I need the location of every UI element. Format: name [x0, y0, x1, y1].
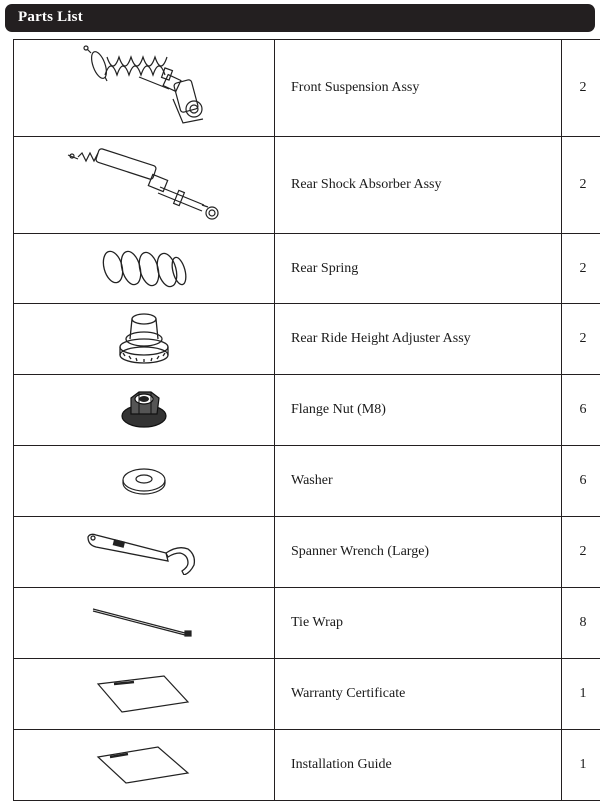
part-name: Spanner Wrench (Large)	[275, 517, 562, 588]
part-qty: 2	[562, 234, 600, 304]
part-qty: 6	[562, 375, 600, 446]
table-row	[14, 517, 600, 588]
part-qty: 8	[562, 588, 600, 659]
part-image-cell	[14, 730, 275, 801]
flange-nut-icon	[119, 388, 169, 432]
table-row	[14, 446, 600, 517]
table-row	[14, 40, 600, 137]
washer-icon	[119, 464, 169, 498]
part-name: Flange Nut (M8)	[275, 375, 562, 446]
part-image-cell	[14, 234, 275, 304]
rear-shock-absorber-icon	[64, 143, 224, 227]
part-image-cell	[14, 446, 275, 517]
part-qty: 6	[562, 446, 600, 517]
part-qty: 1	[562, 659, 600, 730]
ride-height-adjuster-icon	[109, 309, 179, 369]
parts-table	[13, 39, 600, 801]
front-suspension-icon	[69, 43, 219, 133]
part-image-cell	[14, 137, 275, 234]
part-qty: 2	[562, 137, 600, 234]
table-row	[14, 730, 600, 801]
part-image-cell	[14, 304, 275, 375]
tie-wrap-icon	[89, 603, 199, 643]
table-row	[14, 375, 600, 446]
part-name: Washer	[275, 446, 562, 517]
header-bar	[5, 4, 595, 32]
part-name: Rear Ride Height Adjuster Assy	[275, 304, 562, 375]
table-row	[14, 588, 600, 659]
page-title: Parts List	[18, 9, 83, 25]
part-image-cell	[14, 375, 275, 446]
table-row	[14, 304, 600, 375]
warranty-certificate-icon	[94, 674, 194, 714]
table-row	[14, 137, 600, 234]
part-name: Warranty Certificate	[275, 659, 562, 730]
part-name: Rear Spring	[275, 234, 562, 304]
part-qty: 1	[562, 730, 600, 801]
part-name: Rear Shock Absorber Assy	[275, 137, 562, 234]
table-row	[14, 659, 600, 730]
part-name: Tie Wrap	[275, 588, 562, 659]
part-name: Installation Guide	[275, 730, 562, 801]
part-qty: 2	[562, 517, 600, 588]
part-qty: 2	[562, 40, 600, 137]
part-qty: 2	[562, 304, 600, 375]
part-image-cell	[14, 659, 275, 730]
part-name: Front Suspension Assy	[275, 40, 562, 137]
part-image-cell	[14, 588, 275, 659]
table-row	[14, 234, 600, 304]
part-image-cell	[14, 517, 275, 588]
spanner-wrench-icon	[84, 529, 204, 575]
rear-spring-icon	[99, 241, 189, 297]
installation-guide-icon	[94, 745, 194, 785]
part-image-cell	[14, 40, 275, 137]
